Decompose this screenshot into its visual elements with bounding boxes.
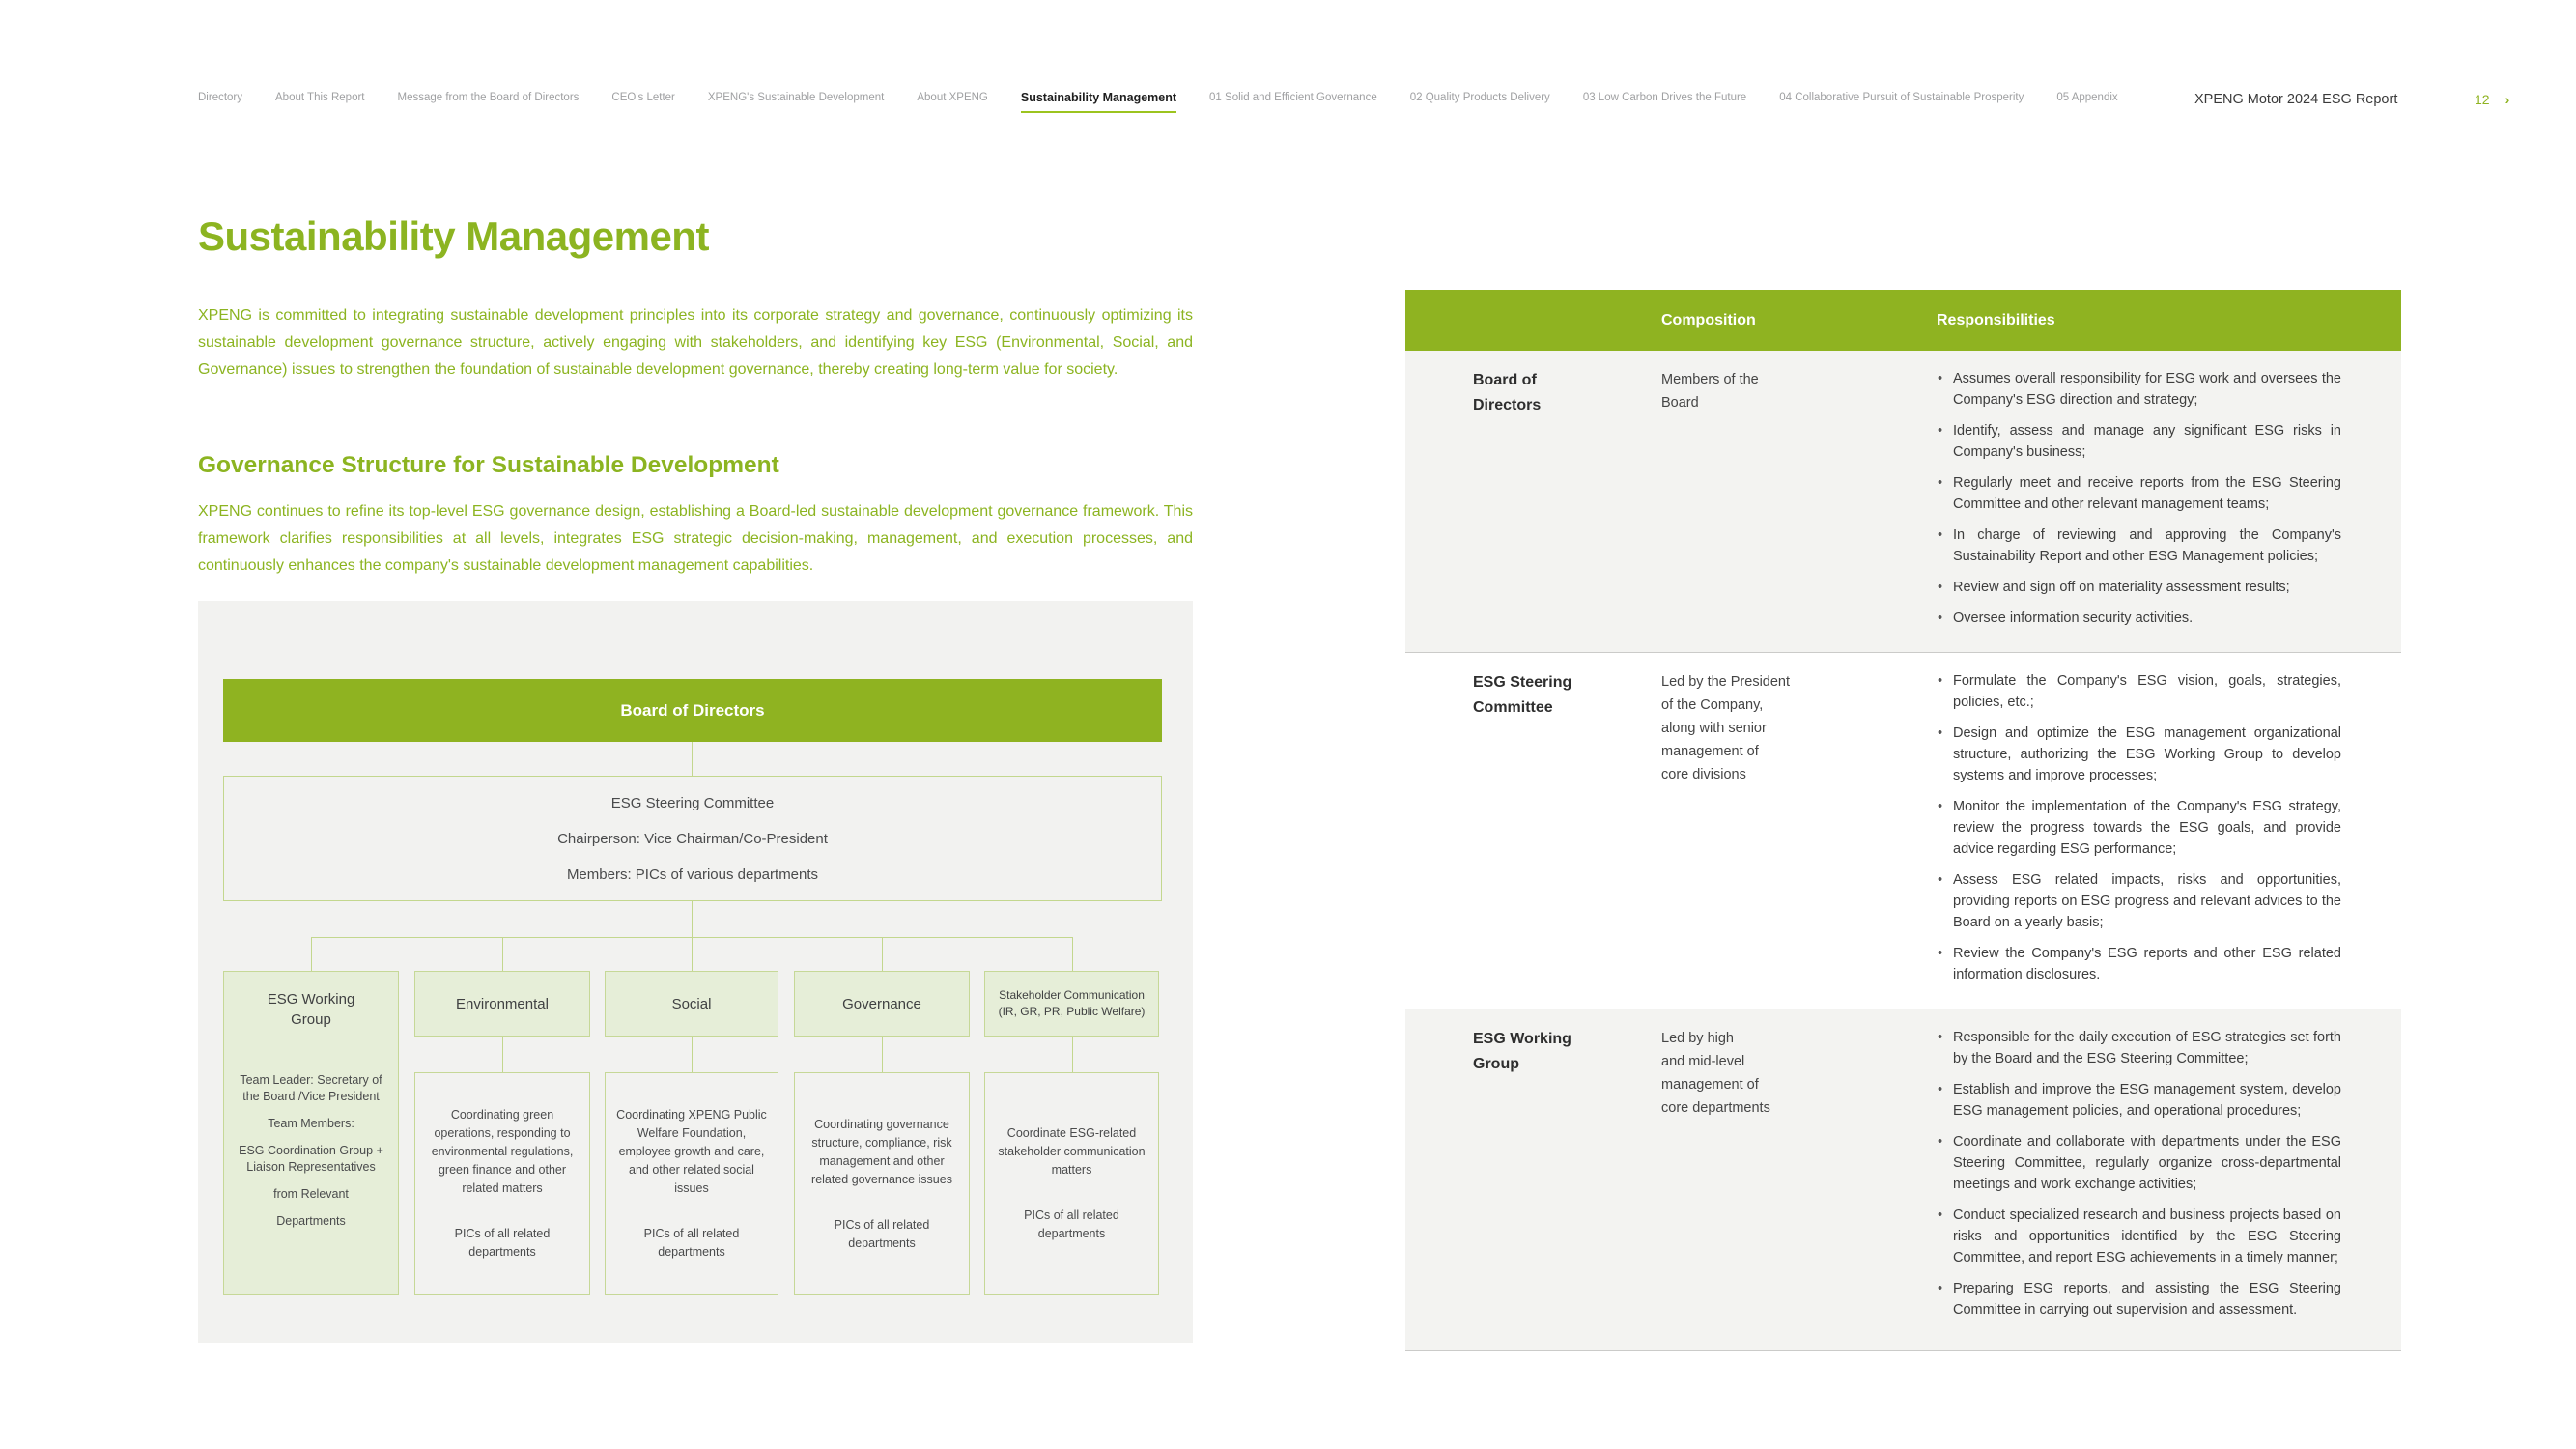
table-row-esg-steering-committee [1405,652,2401,1009]
next-page-chevron-icon[interactable]: › [2505,92,2510,107]
nav-item-sustainability-management-active[interactable]: Sustainability Management [1020,91,1177,104]
connector-line [692,742,693,776]
governance-table [1405,290,2401,1351]
connector-line [882,937,883,971]
responsibility-item: • Review and sign off on materiality assessment results; [1937,577,2341,598]
committee-chairperson: Chairperson: Vice Chairman/Co-President [557,830,828,847]
detail-stakeholder-pics: PICs of all related departments [1024,1208,1119,1240]
working-group-coordination: ESG Coordination Group + Liaison Representatives [239,1144,383,1174]
pillar-social: Social [605,971,778,1037]
row-name: ESG Working Group [1473,1031,1571,1072]
composition-line: Led by high [1661,1031,1734,1046]
connector-line [692,937,693,971]
responsibility-item: • Establish and improve the ESG management system, develop ESG management policies, and operational procedures; [1937,1079,2341,1122]
nav-item-04-collaborative[interactable]: 04 Collaborative Pursuit of Sustainable Prosperity [1779,92,2024,103]
composition-line: management of [1661,744,1759,759]
responsibility-item: • Responsible for the daily execution of ESG strategies set forth by the Board and the ESG Steering Committee; [1937,1027,2341,1069]
composition-line: of the Company, [1661,697,1764,713]
detail-stakeholder [984,1072,1159,1295]
detail-environmental [414,1072,590,1295]
nav-item-03-low-carbon[interactable]: 03 Low Carbon Drives the Future [1582,92,1747,103]
pager [2475,92,2509,107]
connector-line [1072,1037,1073,1072]
working-group-departments: Departments [276,1214,346,1228]
connector-line [1072,937,1073,971]
committee-members: Members: PICs of various departments [566,866,819,883]
row-responsibilities [1937,1027,2341,1337]
column-header-composition: Composition [1661,311,1756,328]
responsibility-item: • Formulate the Company's ESG vision, goals, strategies, policies, etc.; [1937,670,2341,713]
nav-item-sustainable-development[interactable]: XPENG's Sustainable Development [707,92,885,103]
governance-structure-diagram [198,601,1193,1343]
pillar-stakeholder-communication: Stakeholder Communication (IR, GR, PR, Public Welfare) [984,971,1159,1037]
connector-line [502,937,503,971]
composition-line: and mid-level [1661,1054,1745,1069]
working-group-from-relevant: from Relevant [273,1187,349,1201]
pillar-environmental: Environmental [414,971,590,1037]
responsibility-item: • Preparing ESG reports, and assisting the ESG Steering Committee in carrying out supervision and assessment. [1937,1278,2341,1321]
responsibility-item: • Identify, assess and manage any significant ESG risks in Company's business; [1937,420,2341,463]
nav-item-about-xpeng[interactable]: About XPENG [917,92,988,103]
nav-item-message-board[interactable]: Message from the Board of Directors [397,92,580,103]
detail-environmental-desc: Coordinating green operations, responding to environmental regulations, green finance and other related matters [431,1108,574,1195]
composition-line: Board [1661,395,1699,411]
pillar-governance: Governance [794,971,970,1037]
responsibility-item: • Assess ESG related impacts, risks and opportunities, providing reports on ESG progress and relevant advices to the Board on a yearly basis; [1937,869,2341,933]
esg-working-group-node [223,971,399,1295]
composition-line: Members of the [1661,372,1759,387]
page-title: Sustainability Management [198,213,709,260]
responsibility-item: • Design and optimize the ESG management organizational structure, authorizing the ESG Working Group to develop systems and improve processes; [1937,723,2341,786]
composition-line: Led by the President [1661,674,1791,690]
detail-governance-desc: Coordinating governance structure, compliance, risk management and other related governance issues [811,1117,952,1186]
responsibility-item: • In charge of reviewing and approving the Company's Sustainability Report and other ESG Management policies; [1937,525,2341,567]
connector-line [502,1037,503,1072]
row-composition [1661,368,1937,639]
composition-line: core divisions [1661,767,1746,782]
row-name: Board of Directors [1473,372,1542,413]
row-responsibilities [1937,368,2341,639]
detail-governance [794,1072,970,1295]
table-row-board-of-directors [1405,351,2401,652]
connector-line [692,1037,693,1072]
connector-line [692,901,693,937]
page-number: 12 [2475,92,2490,107]
nav-item-02-quality[interactable]: 02 Quality Products Delivery [1409,92,1550,103]
committee-title: ESG Steering Committee [610,794,775,811]
connector-line [311,937,312,971]
detail-stakeholder-desc: Coordinate ESG-related stakeholder communication matters [998,1126,1146,1177]
section-body-paragraph: XPENG continues to refine its top-level ESG governance design, establishing a Board-led sustainable development governance framework. This framework clarifies responsibilities at all levels, integrates ESG strategic decision-making, management, and execution processes, and continuously enhances the company's sustainable development management capabilities. [198,503,1193,574]
row-name: ESG Steering Committee [1473,674,1572,716]
detail-social-pics: PICs of all related departments [643,1227,740,1259]
row-composition [1661,1027,1937,1337]
board-of-directors-node: Board of Directors [223,679,1162,742]
nav-item-05-appendix[interactable]: 05 Appendix [2056,92,2118,103]
composition-line: core departments [1661,1100,1770,1116]
responsibility-item: • Monitor the implementation of the Company's ESG strategy, review the progress towards the ESG goals, and provide advice regarding ESG performance; [1937,796,2341,860]
top-navigation [198,91,2118,104]
responsibility-item: • Coordinate and collaborate with departments under the ESG Steering Committee, regularly organize cross-departmental meetings and work exchange activities; [1937,1131,2341,1195]
nav-item-about-this-report[interactable]: About This Report [275,92,365,103]
table-header-row [1405,290,2401,351]
responsibility-item: • Oversee information security activities. [1937,608,2341,629]
working-group-team-members-label: Team Members: [268,1117,354,1130]
row-responsibilities [1937,670,2341,995]
detail-governance-pics: PICs of all related departments [834,1217,930,1250]
detail-social-desc: Coordinating XPENG Public Welfare Foundation, employee growth and care, and other related social issues [616,1108,767,1195]
connector-line [882,1037,883,1072]
nav-item-ceos-letter[interactable]: CEO's Letter [611,92,675,103]
row-composition [1661,670,1937,995]
report-title: XPENG Motor 2024 ESG Report [2194,92,2398,107]
working-group-team-leader: Team Leader: Secretary of the Board /Vice President [240,1073,382,1103]
nav-item-01-governance[interactable]: 01 Solid and Efficient Governance [1209,92,1377,103]
detail-environmental-pics: PICs of all related departments [454,1227,551,1259]
responsibility-item: • Review the Company's ESG reports and other ESG related information disclosures. [1937,943,2341,985]
nav-item-directory[interactable]: Directory [198,92,243,103]
detail-social [605,1072,778,1295]
responsibility-item: • Regularly meet and receive reports from the ESG Steering Committee and other relevant management teams; [1937,472,2341,515]
esg-steering-committee-node [223,776,1162,901]
composition-line: management of [1661,1077,1759,1093]
table-row-esg-working-group [1405,1009,2401,1351]
intro-paragraph: XPENG is committed to integrating sustainable development principles into its corporate strategy and governance, continuously optimizing its sustainable development governance structure, actively engaging with stakeholders, and identifying key ESG (Environmental, Social, and Governance) issues to strengthen the foundation of sustainable development governance, thereby creating long-term value for society. [198,307,1193,378]
composition-line: along with senior [1661,721,1767,736]
section-heading: Governance Structure for Sustainable Development [198,452,779,479]
responsibility-item: • Assumes overall responsibility for ESG work and oversees the Company's ESG direction and strategy; [1937,368,2341,411]
column-header-responsibilities: Responsibilities [1937,311,2055,328]
working-group-title: ESG Working Group [267,991,355,1028]
responsibility-item: • Conduct specialized research and business projects based on risks and opportunities identified by the ESG Steering Committee, and report ESG achievements in a timely manner; [1937,1205,2341,1268]
